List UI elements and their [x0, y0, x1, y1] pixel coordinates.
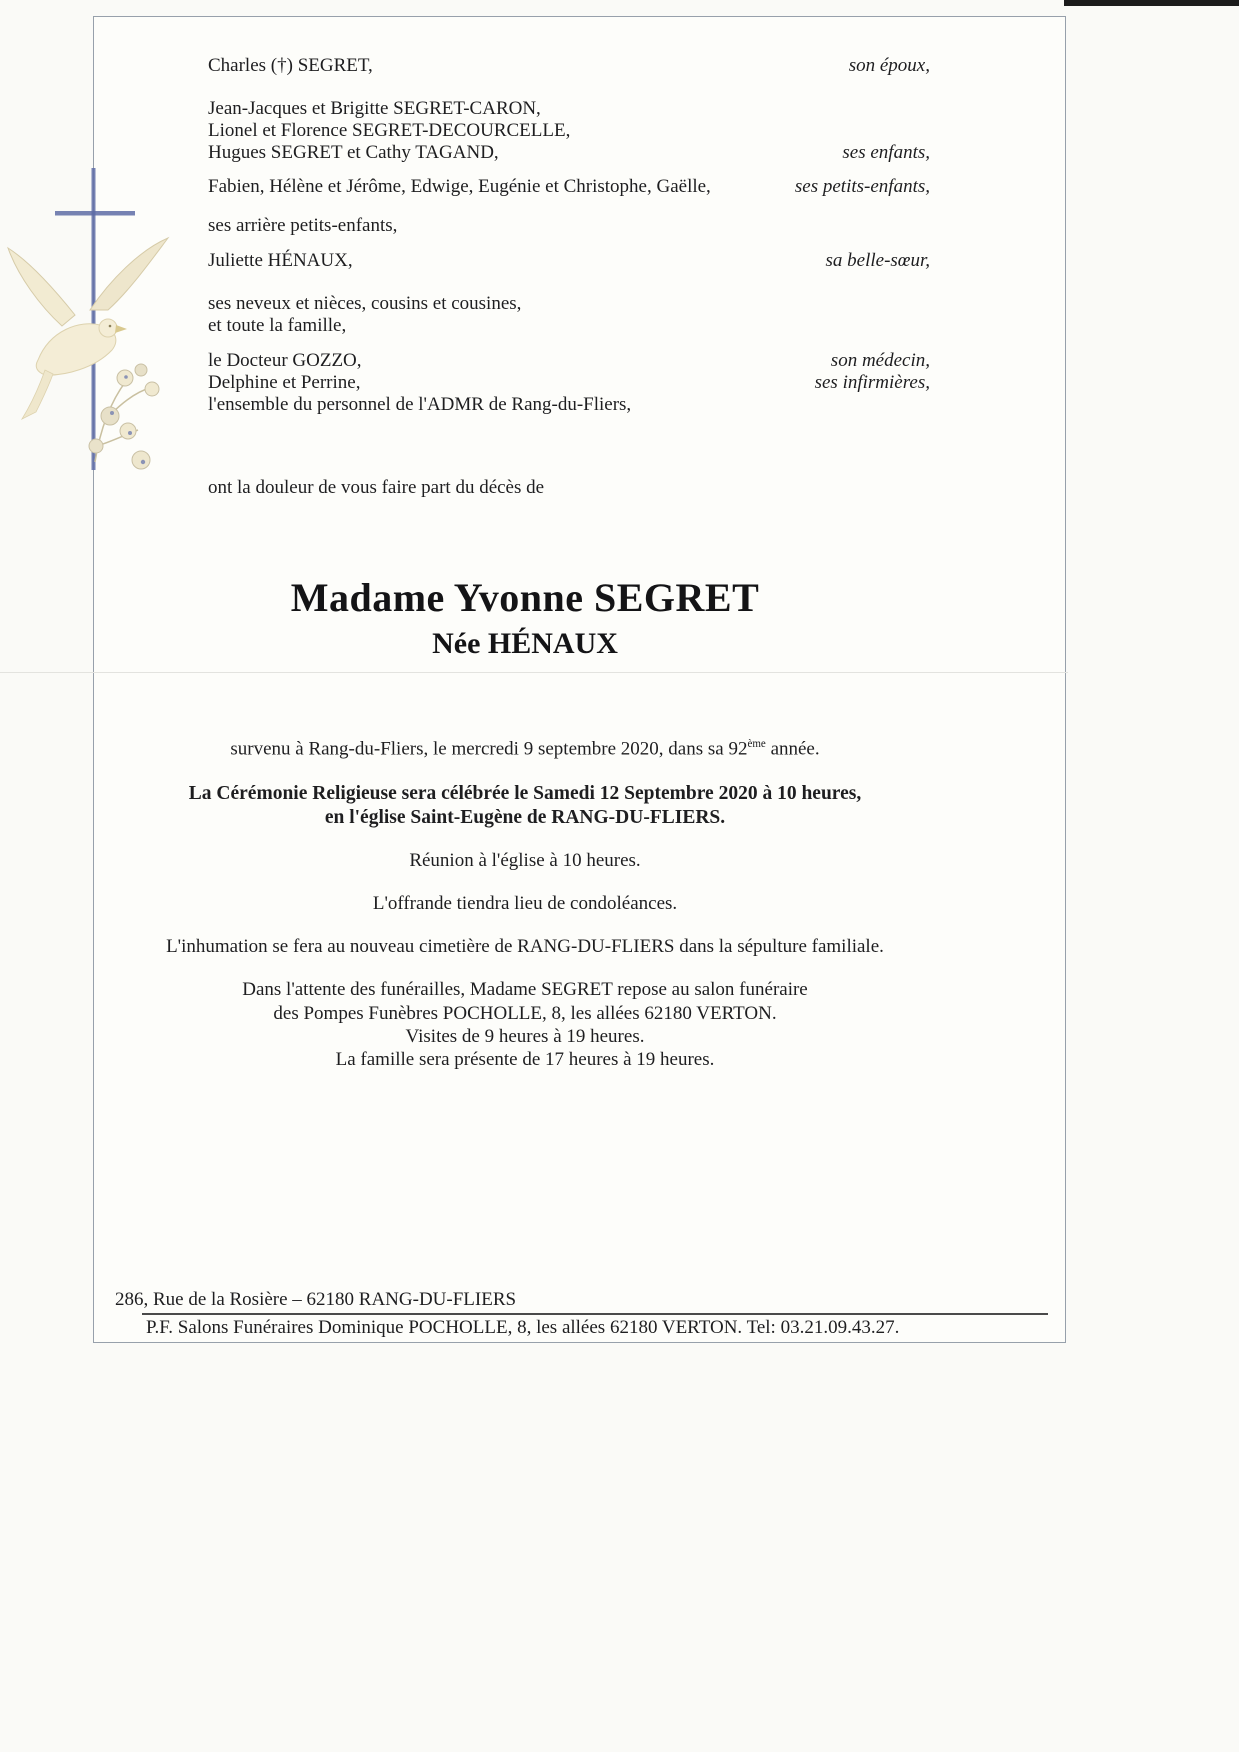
family-row-relatives [208, 293, 930, 337]
visits-line: Visites de 9 heures à 19 heures. [405, 1026, 645, 1047]
scan-fold-line [0, 672, 1068, 673]
family-row-great-grandchildren [208, 215, 930, 237]
family-names: ses arrière petits-enfants, [208, 215, 398, 236]
family-names: ses neveux et nièces, cousins et cousines, et toute la famille, [208, 293, 522, 336]
family-row-spouse [208, 55, 930, 77]
ceremony-line-1: La Cérémonie Religieuse sera célébrée le Samedi 12 Septembre 2020 à 10 heures, [188, 783, 862, 804]
family-names: Fabien, Hélène et Jérôme, Edwige, Eugénie et Christophe, Gaëlle, [208, 176, 711, 197]
ceremony-line-2: en l'église Saint-Eugène de RANG-DU-FLIERS. [324, 807, 726, 828]
family-names: Jean-Jacques et Brigitte SEGRET-CARON, Lionel et Florence SEGRET-DECOURCELLE, Hugues SEGRET et Cathy TAGAND, [208, 98, 571, 163]
meeting-line: Réunion à l'église à 10 heures. [409, 850, 641, 871]
scanner-edge-strip [1064, 0, 1239, 6]
maiden-name: Née HÉNAUX [432, 627, 618, 660]
offering-line: L'offrande tiendra lieu de condoléances. [372, 893, 678, 914]
relation-label: ses enfants, [842, 142, 930, 163]
relation-labels: son médecin, ses infirmières, [814, 350, 930, 393]
repose-line-2: des Pompes Funèbres POCHOLLE, 8, les allées 62180 VERTON. [273, 1003, 777, 1024]
death-date-line: survenu à Rang-du-Fliers, le mercredi 9 septembre 2020, dans sa 92ème année. [230, 738, 820, 760]
family-presence-line: La famille sera présente de 17 heures à 19 heures. [335, 1049, 715, 1070]
deceased-name: Madame Yvonne SEGRET [290, 575, 760, 620]
family-row-grandchildren [208, 176, 930, 198]
family-names: Charles (†) SEGRET, [208, 55, 373, 76]
repose-line-1: Dans l'attente des funérailles, Madame SEGRET repose au salon funéraire [242, 979, 808, 1000]
footer-address: 286, Rue de la Rosière – 62180 RANG-DU-FLIERS [115, 1289, 517, 1310]
burial-line: L'inhumation se fera au nouveau cimetière de RANG-DU-FLIERS dans la sépulture familiale. [166, 936, 884, 957]
relation-label: sa belle-sœur, [825, 250, 930, 271]
intro-line: ont la douleur de vous faire part du décès de [208, 477, 545, 498]
family-row-children [208, 98, 930, 164]
deceased-title-block [150, 574, 900, 661]
footer-funeral-home: P.F. Salons Funéraires Dominique POCHOLLE, 8, les allées 62180 VERTON. Tel: 03.21.09.43.27. [146, 1317, 900, 1338]
footer-divider [142, 1313, 1048, 1315]
family-names: le Docteur GOZZO, Delphine et Perrine, l'ensemble du personnel de l'ADMR de Rang-du-Fliers, [208, 350, 632, 415]
family-list [208, 55, 930, 416]
family-row-sister-in-law [208, 250, 930, 272]
family-names: Juliette HÉNAUX, [208, 250, 353, 271]
ordinal-superscript: ème [747, 738, 766, 750]
family-row-caregivers [208, 350, 930, 416]
relation-label: son époux, [848, 55, 930, 76]
relation-label: ses petits-enfants, [794, 176, 930, 197]
